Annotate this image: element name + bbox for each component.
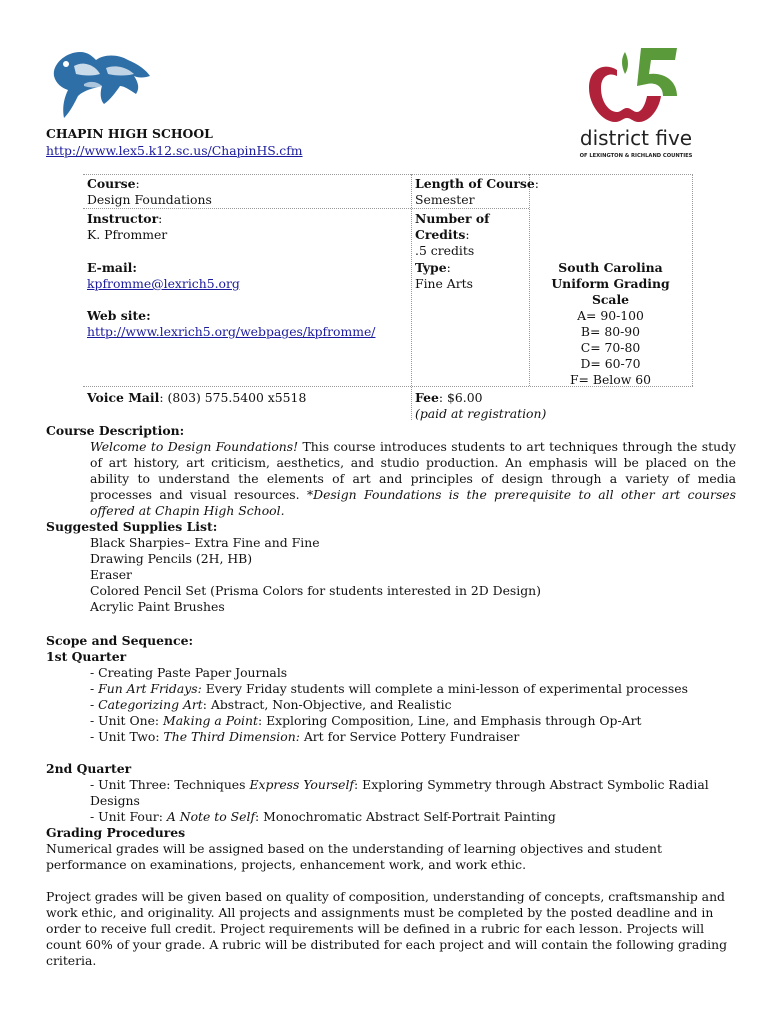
grading-heading: Grading Procedures xyxy=(46,825,186,840)
description-intro: Welcome to Design Foundations! xyxy=(90,439,299,454)
grade-d: D= 60-70 xyxy=(580,356,641,371)
list-item: - Unit Two: The Third Dimension: Art for Service Pottery Fundraiser xyxy=(90,729,736,745)
length-value: Semester xyxy=(415,192,475,207)
list-item: - Unit Three: Techniques Express Yourself: Exploring Symmetry through Abstract Symbolic Radial Designs xyxy=(90,777,736,809)
course-description-text xyxy=(46,439,736,519)
credits-label-2: Credits xyxy=(415,227,466,242)
course-cell: Course: Design Foundations xyxy=(87,176,212,207)
voicemail-label: Voice Mail xyxy=(87,390,160,405)
q2-heading: 2nd Quarter xyxy=(46,761,132,776)
credits-value: .5 credits xyxy=(415,243,475,258)
grading-scale-title-2: Uniform Grading xyxy=(551,276,670,291)
list-item: - Creating Paste Paper Journals xyxy=(90,665,736,681)
district-five-logo xyxy=(577,44,695,166)
q1-heading: 1st Quarter xyxy=(46,649,127,664)
credits-label-1: Number of xyxy=(415,211,490,226)
email-label: E-mail xyxy=(87,260,133,275)
grading-scale-title-3: Scale xyxy=(591,292,630,307)
credits-cell: Number of Credits: .5 credits xyxy=(415,211,490,258)
type-cell: Type: Fine Arts xyxy=(415,260,474,291)
q2-list xyxy=(46,777,736,825)
voicemail-cell: Voice Mail: (803) 575.5400 x5518 xyxy=(87,390,307,405)
list-item: - Fun Art Fridays: Every Friday students will complete a mini-lesson of experimental processes xyxy=(90,681,736,697)
website-cell: Web site: http://www.lexrich5.org/webpages/kpfromme/ xyxy=(87,308,376,339)
website-label: Web site xyxy=(87,308,147,323)
course-value: Design Foundations xyxy=(87,192,212,207)
grading-paragraph-2: Project grades will be given based on quality of composition, understanding of concepts, craftsmanship and work ethic, and originality. All projects and assignments must be completed by the posted deadline and in order to receive full credit. Project requirements will be defined in a rubric for each lesson. Projects will count 60% of your grade. A rubric will be distributed for each project and will contain the following grading criteria. xyxy=(46,889,728,968)
list-item: - Unit One: Making a Point: Exploring Composition, Line, and Emphasis through Op-Art xyxy=(90,713,736,729)
supplies-heading: Suggested Supplies List: xyxy=(46,519,218,534)
grade-a: A= 90-100 xyxy=(577,308,644,323)
instructor-label: Instructor xyxy=(87,211,159,226)
fee-label: Fee xyxy=(415,390,439,405)
description-body: This course introduces students to art techniques through the study of art history, art criticism, aesthetics, and studio production. An emphasis will be placed on the ability to understand the elements of art and principles of design through a variety of media processes and visual resources. xyxy=(90,439,736,502)
type-value: Fine Arts xyxy=(415,276,474,291)
scope-section xyxy=(46,633,736,825)
district-logo-subtext: OF LEXINGTON & RICHLAND COUNTIES xyxy=(579,153,693,159)
school-website-link[interactable]: http://www.lex5.k12.sc.us/ChapinHS.cfm xyxy=(46,143,303,158)
supply-item: Colored Pencil Set (Prisma Colors for students interested in 2D Design) xyxy=(90,583,541,598)
instructor-cell: Instructor: K. Pfrommer xyxy=(87,211,168,242)
supply-item: Eraser xyxy=(90,567,132,582)
supply-item: Drawing Pencils (2H, HB) xyxy=(90,551,253,566)
list-item: - Categorizing Art: Abstract, Non-Objective, and Realistic xyxy=(90,697,736,713)
type-label: Type xyxy=(415,260,447,275)
length-label: Length of Course xyxy=(415,176,535,191)
fee-cell: Fee: $6.00 (paid at registration) xyxy=(415,390,547,421)
grading-scale-cell xyxy=(529,260,692,388)
length-cell: Length of Course: Semester xyxy=(415,176,539,207)
grading-scale-title-1: South Carolina xyxy=(558,260,663,275)
district-logo-text: district five xyxy=(579,126,693,150)
supplies-section xyxy=(46,519,736,615)
instructor-value: K. Pfrommer xyxy=(87,227,168,242)
voicemail-value: (803) 575.5400 x5518 xyxy=(167,390,307,405)
list-item: - Unit Four: A Note to Self: Monochromatic Abstract Self-Portrait Painting xyxy=(90,809,736,825)
fee-value: $6.00 xyxy=(447,390,483,405)
supply-item: Acrylic Paint Brushes xyxy=(90,599,225,614)
course-info-table xyxy=(83,174,693,420)
email-cell: E-mail: kpfromme@lexrich5.org xyxy=(87,260,240,291)
scope-heading: Scope and Sequence: xyxy=(46,633,194,648)
instructor-website-link[interactable]: http://www.lexrich5.org/webpages/kpfromme/ xyxy=(87,324,376,339)
email-link[interactable]: kpfromme@lexrich5.org xyxy=(87,276,240,291)
grade-c: C= 70-80 xyxy=(580,340,641,355)
description-note: *Design Foundations is the prerequisite to all other art courses offered at Chapin High School. xyxy=(90,487,736,518)
grade-f: F= Below 60 xyxy=(569,372,652,387)
school-name: CHAPIN HIGH SCHOOL xyxy=(46,126,213,141)
school-turtle-logo xyxy=(44,46,154,122)
supply-item: Black Sharpies– Extra Fine and Fine xyxy=(90,535,320,550)
apple-five-icon xyxy=(577,44,695,128)
course-description-heading: Course Description: xyxy=(46,423,185,438)
grade-b: B= 80-90 xyxy=(580,324,641,339)
course-label: Course xyxy=(87,176,136,191)
grading-section xyxy=(46,825,736,969)
grading-paragraph-1: Numerical grades will be assigned based on the understanding of learning objectives and student performance on examinations, projects, enhancement work, and work ethic. xyxy=(46,841,662,872)
course-description-section xyxy=(46,423,736,519)
q1-list xyxy=(46,665,736,745)
fee-note: (paid at registration) xyxy=(415,406,547,421)
